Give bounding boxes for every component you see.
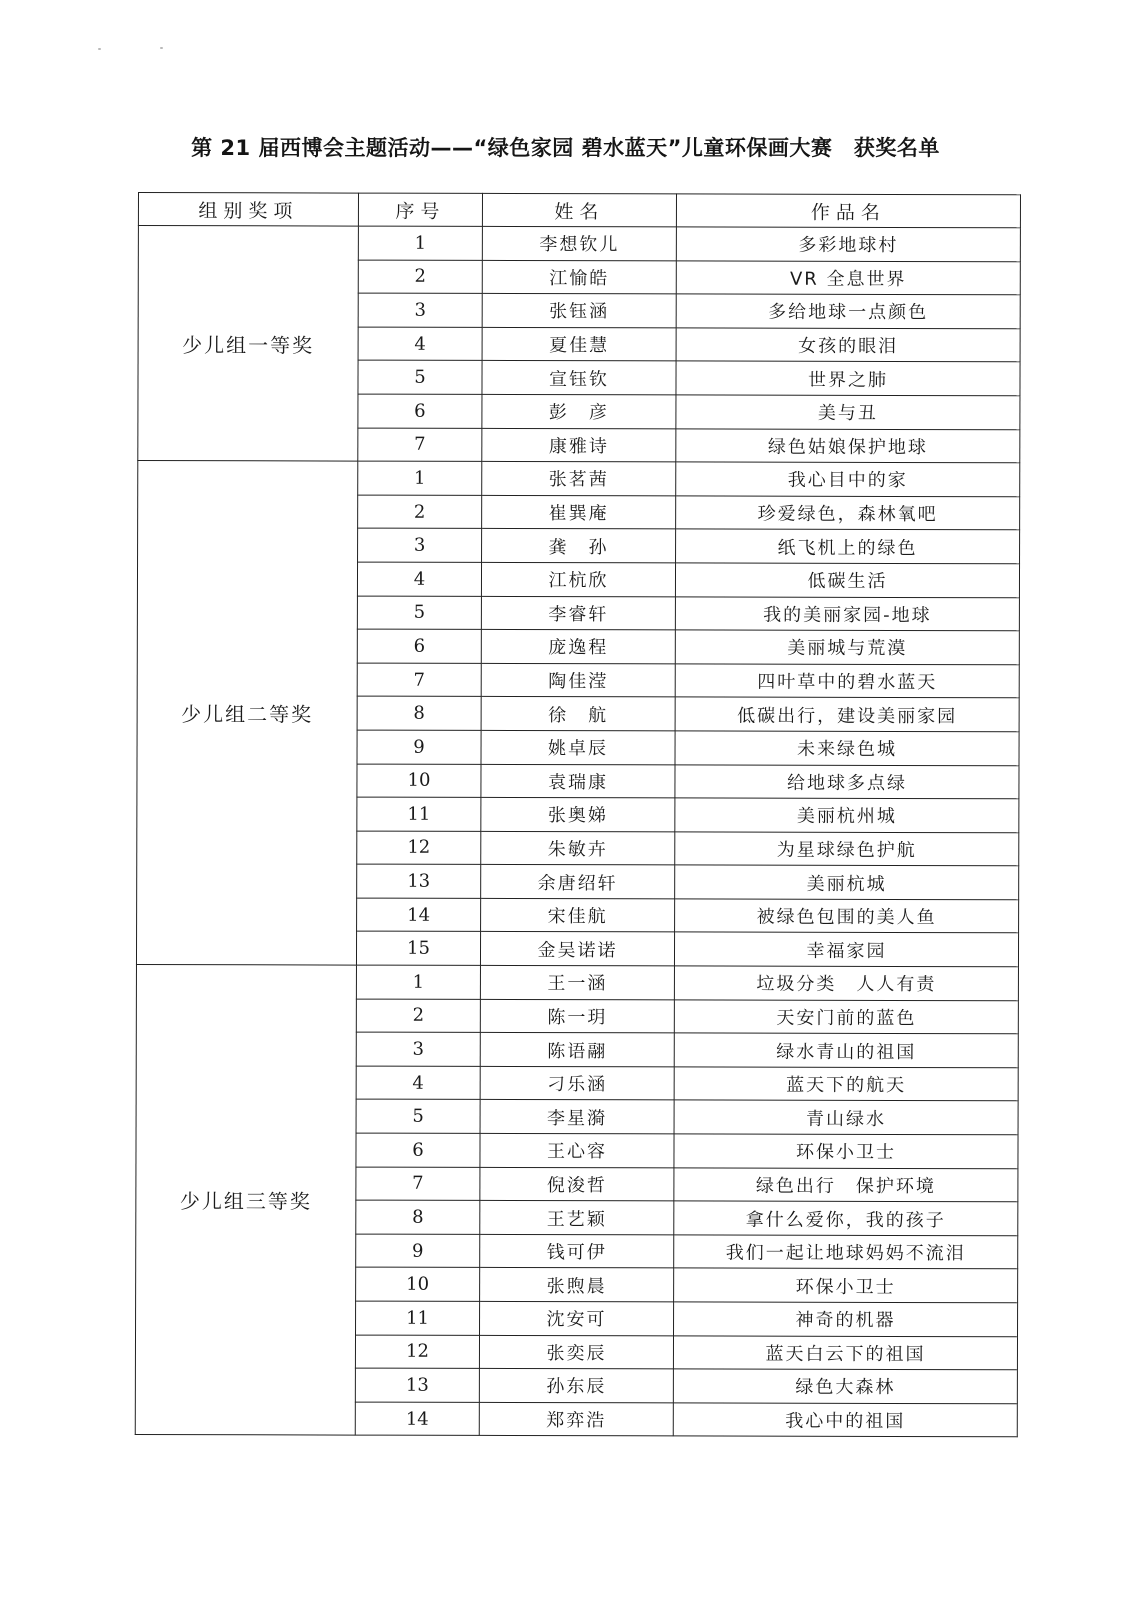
name-cell: 宣钰钦: [482, 361, 676, 395]
seq-cell: 7: [358, 428, 482, 462]
name-cell: 龚 孙: [482, 529, 676, 563]
document-title: 第 21 届西博会主题活动——“绿色家园 碧水蓝天”儿童环保画大赛 获奖名单: [191, 136, 940, 160]
name-cell: 张奕辰: [479, 1335, 673, 1369]
name-cell: 袁瑞康: [481, 764, 675, 798]
name-cell: 金吴诺诺: [480, 932, 674, 966]
seq-cell: 2: [358, 260, 482, 294]
work-title-cell: 美丽城与荒漠: [675, 630, 1019, 664]
name-cell: 张奥娣: [481, 797, 675, 831]
name-cell: 陈一玥: [480, 999, 674, 1033]
work-title-cell: 垃圾分类 人人有责: [674, 966, 1018, 1000]
seq-cell: 7: [357, 663, 481, 697]
work-title-cell: 美与丑: [676, 395, 1020, 429]
scan-speck: [98, 48, 101, 50]
seq-cell: 1: [358, 461, 482, 495]
name-cell: 刁乐涵: [480, 1066, 674, 1100]
work-title-cell: 未来绿色城: [675, 731, 1019, 765]
work-title-cell: 多给地球一点颜色: [676, 294, 1020, 328]
name-cell: 江愉皓: [482, 260, 676, 294]
name-cell: 李星漪: [480, 1100, 674, 1134]
seq-cell: 6: [357, 629, 481, 663]
work-title-cell: VR 全息世界: [676, 261, 1020, 295]
work-title-cell: 天安门前的蓝色: [674, 1000, 1018, 1034]
seq-cell: 8: [357, 696, 481, 730]
header-seq: 序号: [358, 193, 482, 226]
work-title-cell: 环保小卫士: [674, 1268, 1018, 1302]
work-title-cell: 四叶草中的碧水蓝天: [675, 664, 1019, 698]
seq-cell: 2: [358, 495, 482, 529]
seq-cell: 7: [356, 1167, 480, 1201]
award-group-cell: 少儿组三等奖: [135, 965, 356, 1436]
seq-cell: 12: [355, 1335, 479, 1369]
work-title-cell: 绿水青山的祖国: [674, 1033, 1018, 1067]
name-cell: 孙东辰: [479, 1369, 673, 1403]
seq-cell: 15: [356, 932, 480, 966]
table-row: [138, 226, 1020, 262]
work-title-cell: 蓝天白云下的祖国: [673, 1335, 1017, 1369]
work-title-cell: 青山绿水: [674, 1100, 1018, 1134]
work-title-cell: 被绿色包围的美人鱼: [675, 899, 1019, 933]
name-cell: 李想钦儿: [482, 226, 676, 260]
name-cell: 陶佳滢: [481, 663, 675, 697]
name-cell: 钱可伊: [480, 1234, 674, 1268]
name-cell: 徐 航: [481, 697, 675, 731]
seq-cell: 9: [357, 730, 481, 764]
seq-cell: 13: [357, 864, 481, 898]
seq-cell: 5: [357, 596, 481, 630]
header-group-award: 组别奖项: [138, 193, 358, 227]
award-group-cell: 少儿组二等奖: [136, 461, 357, 965]
table-row: [136, 965, 1018, 1001]
name-cell: 彭 彦: [482, 394, 676, 428]
seq-cell: 4: [357, 562, 481, 596]
seq-cell: 4: [358, 327, 482, 361]
work-title-cell: 我的美丽家园-地球: [675, 596, 1019, 630]
work-title-cell: 环保小卫士: [674, 1134, 1018, 1168]
seq-cell: 1: [358, 226, 482, 260]
work-title-cell: 绿色出行 保护环境: [674, 1168, 1018, 1202]
seq-cell: 5: [356, 1100, 480, 1134]
table-row: [138, 461, 1020, 497]
work-title-cell: 绿色姑娘保护地球: [676, 428, 1020, 462]
seq-cell: 5: [358, 360, 482, 394]
name-cell: 崔巽庵: [482, 495, 676, 529]
name-cell: 朱敏卉: [481, 831, 675, 865]
work-title-cell: 幸福家园: [674, 932, 1018, 966]
work-title-cell: 低碳出行，建设美丽家园: [675, 697, 1019, 731]
seq-cell: 12: [357, 831, 481, 865]
seq-cell: 6: [356, 1133, 480, 1167]
name-cell: 倪浚哲: [480, 1167, 674, 1201]
award-table-body: [135, 226, 1020, 1438]
work-title-cell: 我心中的祖国: [673, 1403, 1017, 1437]
work-title-cell: 我们一起让地球妈妈不流泪: [674, 1235, 1018, 1269]
seq-cell: 3: [356, 1032, 480, 1066]
name-cell: 姚卓辰: [481, 730, 675, 764]
work-title-cell: 美丽杭州城: [675, 798, 1019, 832]
seq-cell: 3: [358, 528, 482, 562]
seq-cell: 1: [356, 965, 480, 999]
work-title-cell: 美丽杭城: [675, 865, 1019, 899]
name-cell: 王艺颖: [480, 1201, 674, 1235]
table-header-row: [138, 193, 1020, 228]
work-title-cell: 多彩地球村: [676, 227, 1020, 261]
name-cell: 张钰涵: [482, 294, 676, 328]
work-title-cell: 绿色大森林: [673, 1369, 1017, 1403]
work-title-cell: 神奇的机器: [674, 1302, 1018, 1336]
seq-cell: 10: [357, 764, 481, 798]
work-title-cell: 世界之肺: [676, 361, 1020, 395]
header-name: 姓名: [482, 193, 676, 227]
award-list-table: [135, 192, 1021, 1438]
seq-cell: 14: [357, 898, 481, 932]
name-cell: 李睿轩: [481, 596, 675, 630]
seq-cell: 10: [356, 1267, 480, 1301]
work-title-cell: 珍爱绿色，森林氧吧: [676, 496, 1020, 530]
seq-cell: 2: [356, 999, 480, 1033]
name-cell: 郑弈浩: [479, 1402, 673, 1436]
name-cell: 江杭欣: [481, 562, 675, 596]
seq-cell: 8: [356, 1200, 480, 1234]
seq-cell: 14: [355, 1402, 479, 1436]
name-cell: 张茗茜: [482, 462, 676, 496]
work-title-cell: 给地球多点绿: [675, 764, 1019, 798]
award-group-cell: 少儿组一等奖: [138, 226, 359, 462]
seq-cell: 3: [358, 293, 482, 327]
name-cell: 宋佳航: [481, 898, 675, 932]
name-cell: 张煦晨: [480, 1268, 674, 1302]
name-cell: 王心容: [480, 1133, 674, 1167]
name-cell: 陈语翮: [480, 1033, 674, 1067]
work-title-cell: 纸飞机上的绿色: [676, 529, 1020, 563]
work-title-cell: 女孩的眼泪: [676, 328, 1020, 362]
work-title-cell: 蓝天下的航天: [674, 1067, 1018, 1101]
work-title-cell: 拿什么爱你，我的孩子: [674, 1201, 1018, 1235]
seq-cell: 11: [356, 1301, 480, 1335]
name-cell: 夏佳慧: [482, 327, 676, 361]
seq-cell: 9: [356, 1234, 480, 1268]
name-cell: 康雅诗: [482, 428, 676, 462]
name-cell: 沈安可: [480, 1301, 674, 1335]
seq-cell: 6: [358, 394, 482, 428]
work-title-cell: 我心目中的家: [676, 462, 1020, 496]
name-cell: 王一涵: [480, 965, 674, 999]
name-cell: 庞逸程: [481, 630, 675, 664]
work-title-cell: 为星球绿色护航: [675, 832, 1019, 866]
name-cell: 余唐绍轩: [481, 865, 675, 899]
seq-cell: 11: [357, 797, 481, 831]
scan-speck: [160, 47, 163, 49]
seq-cell: 4: [356, 1066, 480, 1100]
header-work: 作品名: [676, 194, 1020, 228]
seq-cell: 13: [355, 1368, 479, 1402]
work-title-cell: 低碳生活: [675, 563, 1019, 597]
